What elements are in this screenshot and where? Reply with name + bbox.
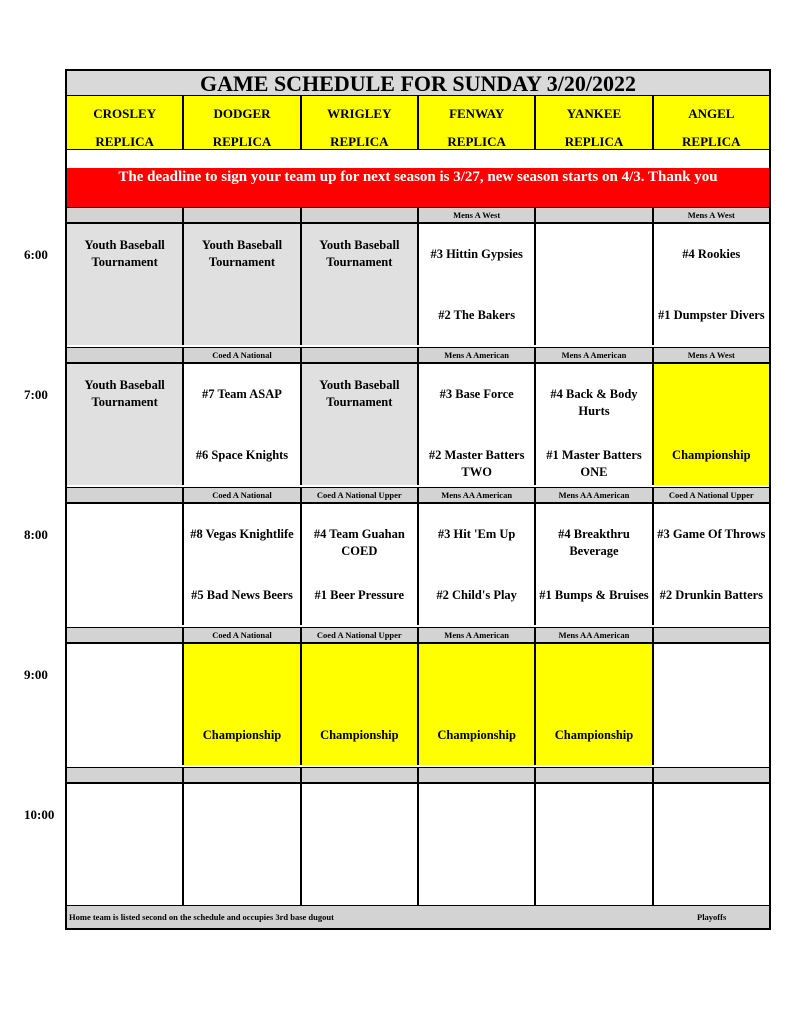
division-label: [302, 208, 419, 222]
time-label: 9:00: [24, 667, 48, 682]
division-label: [419, 768, 536, 782]
division-label: Mens A West: [419, 208, 536, 222]
division-label: Mens A West: [687, 350, 735, 360]
time-label: 7:00: [24, 387, 48, 402]
away-team: #4 Rookies: [682, 247, 741, 261]
division-label: Mens A American: [536, 348, 653, 362]
game-cell: [302, 504, 419, 625]
field-type: REPLICA: [95, 134, 154, 149]
game-cell: [536, 644, 653, 765]
championship-label: Championship: [672, 448, 751, 462]
time-label: 8:00: [24, 527, 48, 542]
division-label-row: [67, 627, 769, 644]
game-cell: [67, 224, 184, 345]
away-team: #3 Base Force: [439, 387, 514, 401]
field-type: REPLICA: [564, 134, 624, 149]
game-cell: [184, 644, 301, 765]
division-label-row: [67, 767, 769, 784]
home-team-note: Home team is listed second on the schedule and occupies 3rd base dugout: [69, 912, 334, 922]
event-name: Youth Baseball Tournament: [319, 378, 400, 409]
division-label: Mens AA American: [536, 628, 653, 642]
division-label: [654, 628, 769, 642]
game-cell: [302, 784, 419, 905]
game-cell: [654, 504, 769, 625]
game-cell: [302, 644, 419, 765]
home-team: #2 Drunkin Batters: [659, 588, 764, 602]
division-label-row: [67, 347, 769, 364]
game-cell: [302, 224, 419, 345]
time-column: [0, 0, 66, 1024]
field-name: ANGEL: [688, 106, 735, 121]
championship-label: Championship: [554, 728, 634, 742]
game-cell: [654, 784, 769, 905]
game-cell: [184, 504, 301, 625]
game-cell: [536, 784, 653, 905]
schedule-title: GAME SCHEDULE FOR SUNDAY 3/20/2022: [67, 71, 769, 96]
championship-label: Championship: [202, 728, 282, 742]
game-cell: [419, 644, 536, 765]
division-label: Mens AA American: [536, 488, 653, 502]
game-cell: [67, 504, 184, 625]
field-name: CROSLEY: [93, 106, 157, 121]
division-label: [302, 768, 419, 782]
field-name: DODGER: [213, 106, 271, 121]
deadline-banner: The deadline to sign your team up for next season is 3/27, new season starts on 4/3. Thank you: [67, 168, 769, 207]
game-cell: [419, 364, 536, 485]
game-cell: [654, 224, 769, 345]
event-name: Youth Baseball Tournament: [84, 238, 165, 269]
division-label: Coed A National Upper: [668, 490, 754, 500]
championship-label: Championship: [320, 728, 399, 742]
time-label: 6:00: [24, 247, 48, 262]
home-team: #1 Bumps & Bruises: [539, 588, 649, 602]
game-cell: [419, 504, 536, 625]
away-team: #8 Vegas Knightlife: [190, 527, 294, 541]
field-type: REPLICA: [682, 134, 741, 149]
away-team: #7 Team ASAP: [202, 387, 282, 401]
home-team: #1 Dumpster Divers: [657, 308, 765, 322]
field-header-wrigley: [302, 96, 419, 149]
game-cell: [536, 224, 653, 345]
field-header-crosley: [67, 96, 184, 149]
game-cell: [419, 224, 536, 345]
division-label: [67, 768, 184, 782]
game-cell: [654, 364, 769, 485]
time-label: 10:00: [24, 807, 55, 822]
home-team: #6 Space Knights: [195, 448, 289, 462]
division-label: [67, 348, 184, 362]
division-label: Mens AA American: [419, 488, 536, 502]
division-label: [184, 768, 301, 782]
division-label-row: [67, 207, 769, 224]
championship-label: Championship: [437, 728, 516, 742]
division-label: Coed A National: [184, 348, 301, 362]
field-name: WRIGLEY: [327, 106, 392, 121]
home-team: #2 Child's Play: [436, 588, 517, 602]
field-name: YANKEE: [566, 106, 622, 121]
game-row: [67, 644, 769, 765]
playoffs-label: Playoffs: [697, 912, 727, 922]
field-name: FENWAY: [449, 106, 505, 121]
away-team: #4 Back & Body Hurts: [550, 387, 638, 418]
game-cell: [654, 644, 769, 765]
division-label: [654, 768, 769, 782]
game-row: [67, 224, 769, 345]
field-type: REPLICA: [212, 134, 272, 149]
home-team: #2 Master Batters TWO: [428, 448, 525, 479]
field-type: REPLICA: [447, 134, 506, 149]
event-name: Youth Baseball Tournament: [201, 238, 283, 269]
away-team: #3 Game Of Throws: [657, 527, 766, 541]
game-cell: [536, 504, 653, 625]
schedule-grid: [65, 69, 771, 930]
game-cell: [67, 644, 184, 765]
game-row: [67, 364, 769, 485]
home-team: #1 Beer Pressure: [314, 588, 405, 602]
division-label: [67, 488, 184, 502]
division-label: Mens A West: [687, 210, 735, 220]
home-team: #1 Master Batters ONE: [546, 448, 642, 479]
division-label: Coed A National: [184, 628, 301, 642]
away-team: #4 Team Guahan COED: [313, 527, 405, 558]
division-label: [67, 208, 184, 222]
game-cell: [67, 784, 184, 905]
field-header-fenway: [419, 96, 536, 149]
division-label-row: [67, 487, 769, 504]
game-cell: [184, 224, 301, 345]
away-team: #3 Hit 'Em Up: [437, 527, 516, 541]
division-label: Coed A National Upper: [302, 488, 419, 502]
home-team: #2 The Bakers: [438, 308, 516, 322]
game-cell: [302, 364, 419, 485]
division-label: Coed A National: [184, 488, 301, 502]
game-cell: [184, 364, 301, 485]
game-cell: [419, 784, 536, 905]
field-header-row: [67, 96, 769, 150]
division-label: Mens A American: [419, 628, 536, 642]
division-label: Coed A National Upper: [302, 628, 419, 642]
game-cell: [184, 784, 301, 905]
game-row: [67, 784, 769, 905]
game-cell: [536, 364, 653, 485]
schedule-footer: [67, 904, 769, 928]
event-name: Youth Baseball Tournament: [84, 378, 165, 409]
field-header-yankee: [536, 96, 653, 149]
field-type: REPLICA: [330, 134, 389, 149]
away-team: #3 Hittin Gypsies: [430, 247, 523, 261]
division-label: [536, 208, 653, 222]
division-label: [536, 768, 653, 782]
event-name: Youth Baseball Tournament: [319, 238, 400, 269]
division-label: Mens A American: [419, 348, 536, 362]
division-label: [184, 208, 301, 222]
away-team: #4 Breakthru Beverage: [558, 527, 630, 558]
game-cell: [67, 364, 184, 485]
home-team: #5 Bad News Beers: [191, 588, 293, 602]
division-label: [302, 348, 419, 362]
field-header-dodger: [184, 96, 301, 149]
division-label: [67, 628, 184, 642]
field-header-angel: [654, 96, 769, 149]
game-row: [67, 504, 769, 625]
